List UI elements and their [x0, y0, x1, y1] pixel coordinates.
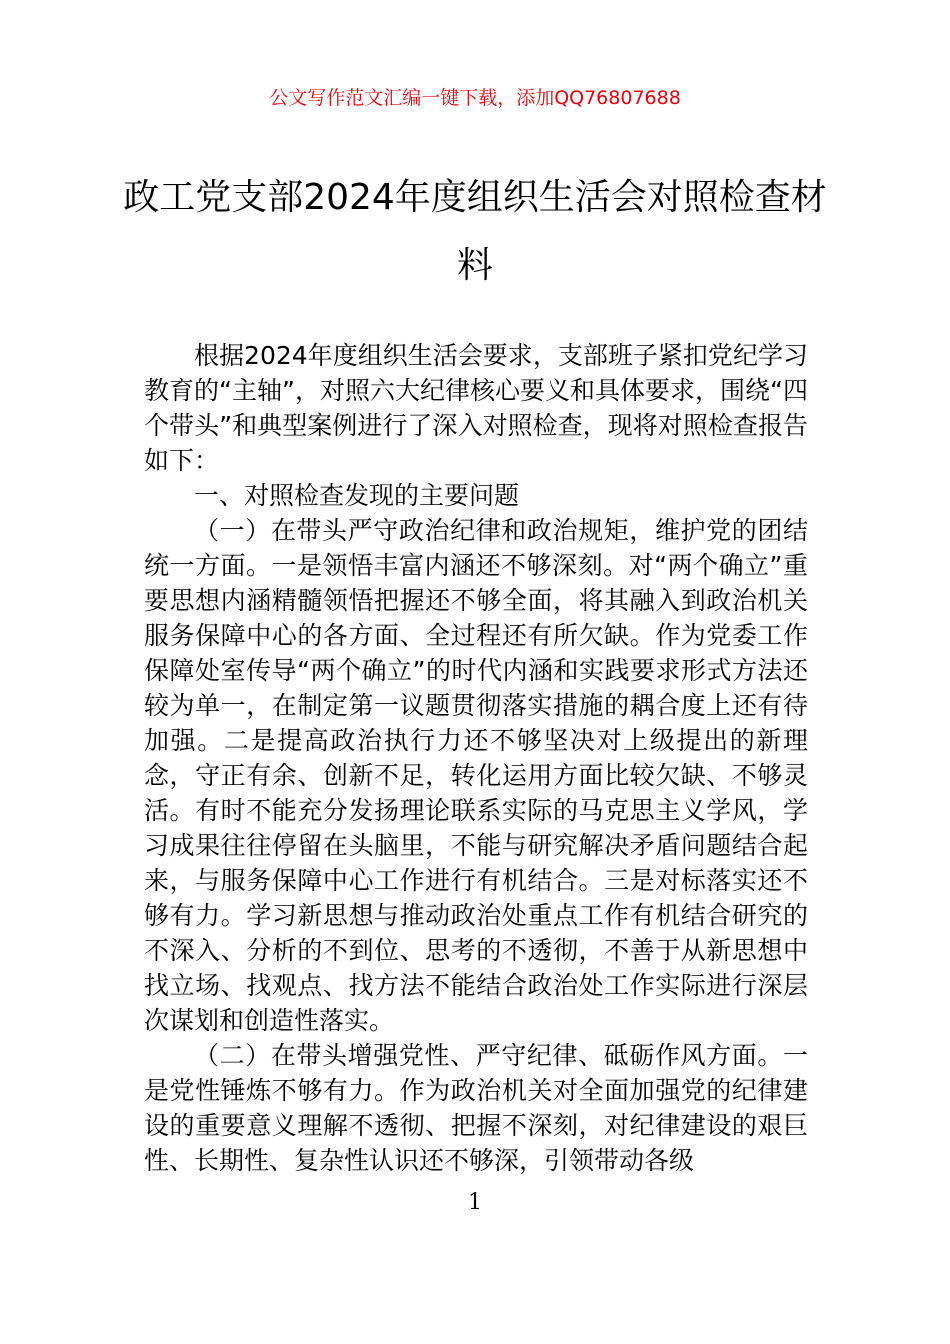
- body-paragraph: （二）在带头增强党性、严守纪律、砥砺作风方面。一是党性锤炼不够有力。作为政治机关对全面加强党的纪律建设的重要意义理解不透彻、把握不深刻，对纪律建设的艰巨性、长期性、复杂性认识还不够深，引领带动各级: [144, 1041, 808, 1175]
- section-heading: 一、对照检查发现的主要问题: [194, 481, 520, 510]
- page-number: 1: [468, 1190, 482, 1215]
- intro-paragraph: 根据2024年度组织生活会要求，支部班子紧扣党纪学习教育的“主轴”，对照六大纪律核心要义和具体要求，围绕“四个带头”和典型案例进行了深入对照检查，现将对照检查报告如下：: [144, 341, 808, 475]
- document-title: 政工党支部2024年度组织生活会对照检查材料: [123, 177, 827, 286]
- body-paragraph: （一）在带头严守政治纪律和政治规矩，维护党的团结统一方面。一是领悟丰富内涵还不够深刻。对“两个确立”重要思想内涵精髓领悟把握还不够全面，将其融入到政治机关服务保障中心的各方面、全过程还有所欠缺。作为党委工作保障处室传导“两个确立”的时代内涵和实践要求形式方法还较为单一，在制定第一议题贯彻落实措施的耦合度上还有待加强。二是提高政治执行力还不够坚决对上级提出的新理念，守正有余、创新不足，转化运用方面比较欠缺、不够灵活。有时不能充分发扬理论联系实际的马克思主义学风，学习成果往往停留在头脑里，不能与研究解决矛盾问题结合起来，与服务保障中心工作进行有机结合。三是对标落实还不够有力。学习新思想与推动政治处重点工作有机结合研究的不深入、分析的不到位、思考的不透彻，不善于从新思想中找立场、找观点、找方法不能结合政治处工作实际进行深层次谋划和创造性落实。: [144, 516, 808, 1035]
- download-notice: 公文写作范文汇编一键下载，添加QQ76807688: [269, 87, 681, 109]
- document-body: [144, 338, 808, 1178]
